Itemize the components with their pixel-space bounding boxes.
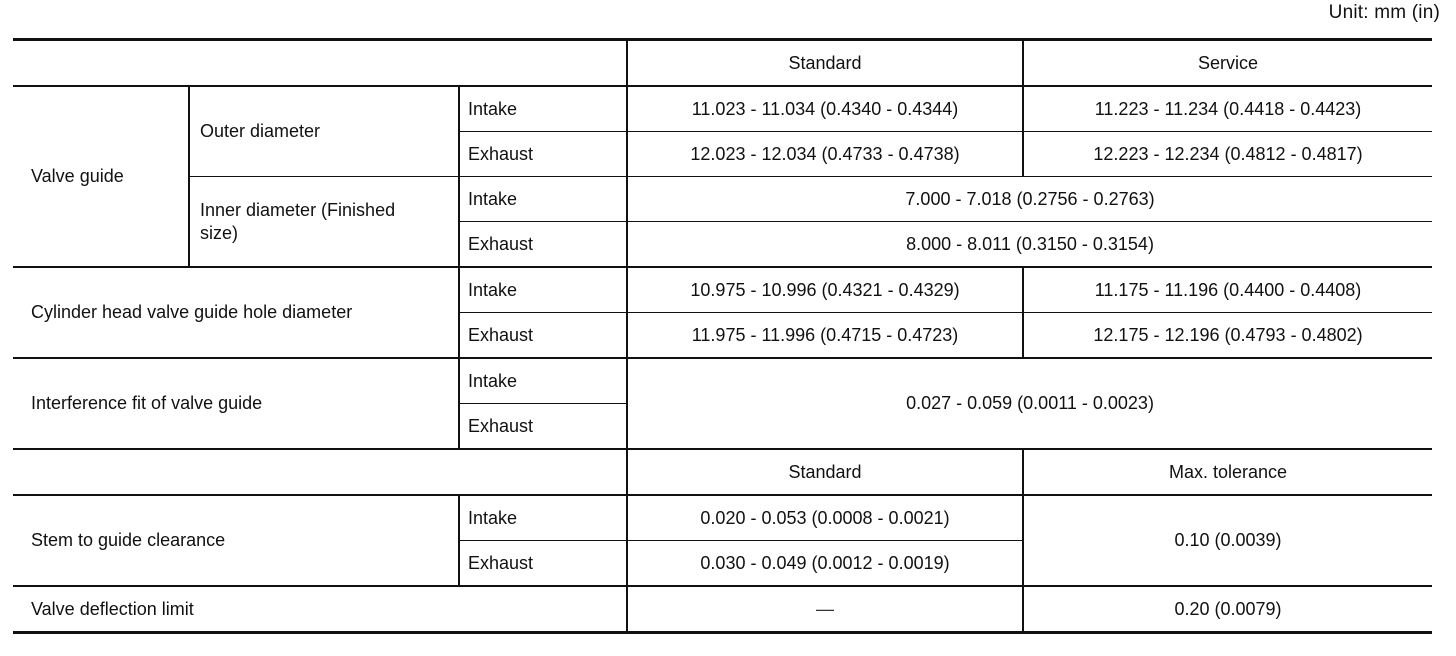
header-row-1	[13, 40, 1432, 87]
cyl-exhaust-service: 12.175 - 12.196 (0.4793 - 0.4802)	[1023, 313, 1432, 359]
outer-intake-service: 11.223 - 11.234 (0.4418 - 0.4423)	[1023, 86, 1432, 132]
outer-exhaust-standard: 12.023 - 12.034 (0.4733 - 0.4738)	[627, 132, 1023, 177]
exhaust-label: Exhaust	[459, 404, 627, 450]
inner-diameter-label: Inner diameter (Finished size)	[189, 177, 459, 268]
exhaust-label: Exhaust	[459, 313, 627, 359]
inner-intake-value: 7.000 - 7.018 (0.2756 - 0.2763)	[627, 177, 1432, 222]
stem-intake-standard: 0.020 - 0.053 (0.0008 - 0.0021)	[627, 495, 1023, 541]
exhaust-label: Exhaust	[459, 132, 627, 177]
table-row	[13, 86, 1432, 132]
valve-guide-spec-table	[13, 38, 1432, 634]
header-blank	[13, 449, 627, 495]
cyl-intake-standard: 10.975 - 10.996 (0.4321 - 0.4329)	[627, 267, 1023, 313]
stem-max-tolerance: 0.10 (0.0039)	[1023, 495, 1432, 586]
intake-label: Intake	[459, 495, 627, 541]
table-row	[13, 267, 1432, 313]
outer-diameter-label: Outer diameter	[189, 86, 459, 177]
outer-intake-standard: 11.023 - 11.034 (0.4340 - 0.4344)	[627, 86, 1023, 132]
header-service: Service	[1023, 40, 1432, 87]
intake-label: Intake	[459, 86, 627, 132]
inner-exhaust-value: 8.000 - 8.011 (0.3150 - 0.3154)	[627, 222, 1432, 268]
cyl-intake-service: 11.175 - 11.196 (0.4400 - 0.4408)	[1023, 267, 1432, 313]
table-row	[13, 495, 1432, 541]
exhaust-label: Exhaust	[459, 222, 627, 268]
table-row	[13, 358, 1432, 404]
cyl-head-label: Cylinder head valve guide hole diameter	[13, 267, 459, 358]
header-max-tolerance: Max. tolerance	[1023, 449, 1432, 495]
deflection-max: 0.20 (0.0079)	[1023, 586, 1432, 633]
stem-clearance-label: Stem to guide clearance	[13, 495, 459, 586]
intake-label: Intake	[459, 177, 627, 222]
outer-exhaust-service: 12.223 - 12.234 (0.4812 - 0.4817)	[1023, 132, 1432, 177]
deflection-standard: —	[627, 586, 1023, 633]
valve-guide-label: Valve guide	[13, 86, 189, 267]
interference-value: 0.027 - 0.059 (0.0011 - 0.0023)	[627, 358, 1432, 449]
header-standard: Standard	[627, 40, 1023, 87]
header-standard-2: Standard	[627, 449, 1023, 495]
cyl-exhaust-standard: 11.975 - 11.996 (0.4715 - 0.4723)	[627, 313, 1023, 359]
stem-exhaust-standard: 0.030 - 0.049 (0.0012 - 0.0019)	[627, 541, 1023, 587]
intake-label: Intake	[459, 267, 627, 313]
interference-label: Interference fit of valve guide	[13, 358, 459, 449]
table-row	[13, 586, 1432, 633]
header-row-2	[13, 449, 1432, 495]
table-row	[13, 177, 1432, 222]
unit-label: Unit: mm (in)	[1328, 2, 1440, 23]
intake-label: Intake	[459, 358, 627, 404]
deflection-label: Valve deflection limit	[13, 586, 627, 633]
header-blank	[13, 40, 627, 87]
exhaust-label: Exhaust	[459, 541, 627, 587]
